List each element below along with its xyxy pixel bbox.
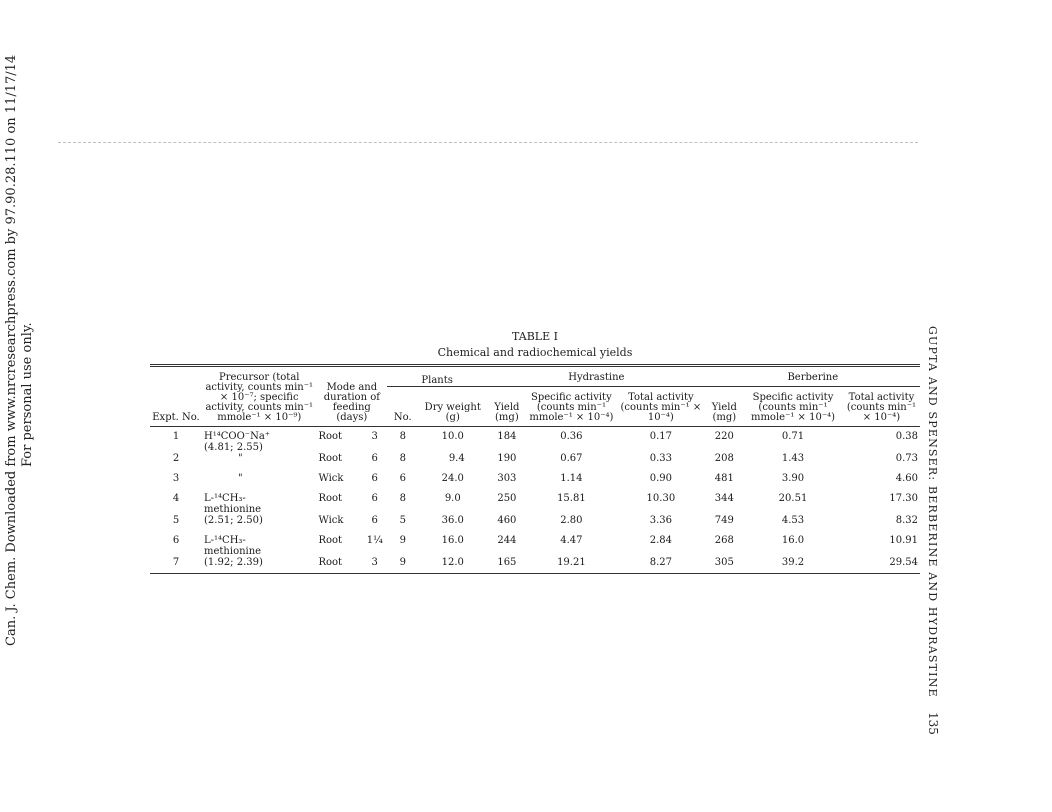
cell-expt: 2	[172, 453, 180, 464]
cell-days: 3	[371, 557, 378, 568]
cell-hydrastine-specific: 0.67	[560, 453, 583, 464]
cell-hydrastine-total: 3.36	[649, 515, 672, 526]
header-berberine-specific: Specific activity (counts min⁻¹ mmole⁻¹ × 10⁻⁴)	[743, 387, 843, 427]
cell-days: 6	[371, 493, 378, 504]
header-hydrastine: Hydrastine	[487, 366, 706, 387]
cell-dry-weight: 24.0	[441, 473, 464, 484]
header-hydrastine-total: Total activity (counts min⁻¹ × 10⁻⁴)	[616, 387, 705, 427]
header-mode: Mode and duration of feeding (days)	[316, 366, 387, 427]
cell-hydrastine-total: 8.27	[649, 557, 672, 568]
cell-mode: Root	[318, 453, 343, 464]
cell-berberine-specific: 16.0	[781, 535, 805, 546]
cell-berberine-yield: 305	[714, 557, 734, 568]
page-top-rule	[58, 142, 918, 143]
cell-berberine-yield: 268	[714, 535, 734, 546]
cell-expt: 3	[172, 473, 180, 484]
cell-berberine-yield: 344	[714, 493, 734, 504]
cell-plant-count: 8	[399, 493, 406, 504]
cell-berberine-yield: 749	[714, 515, 734, 526]
cell-precursor-sub: (4.81; 2.55)	[204, 442, 263, 453]
cell-mode: Root	[318, 535, 343, 546]
cell-hydrastine-specific: 15.81	[557, 493, 586, 504]
cell-hydrastine-yield: 250	[497, 493, 517, 504]
cell-berberine-total: 8.32	[895, 515, 918, 526]
cell-hydrastine-total: 10.30	[646, 493, 676, 504]
header-berberine-yield: Yield (mg)	[706, 387, 743, 427]
table-row-continuation	[150, 547, 920, 558]
cell-hydrastine-total: 0.90	[649, 473, 672, 484]
table-row	[150, 485, 920, 505]
cell-precursor: H¹⁴COO⁻Na⁺	[204, 431, 271, 442]
cell-days: 6	[371, 473, 378, 484]
cell-berberine-specific: 0.71	[781, 431, 805, 442]
download-note-line-2: For personal use only.	[20, 322, 35, 467]
cell-days: 6	[371, 453, 378, 464]
cell-expt: 5	[172, 515, 180, 526]
cell-berberine-total: 4.60	[895, 473, 918, 484]
running-head: GUPTA AND SPENSER: BERBERINE AND HYDRASTINE	[926, 326, 939, 698]
table-row	[150, 427, 920, 444]
cell-mode: Root	[318, 431, 343, 442]
cell-berberine-total: 17.30	[889, 493, 918, 504]
cell-days: 1¼	[366, 535, 383, 546]
header-berberine-total: Total activity (counts min⁻¹ × 10⁻⁴)	[843, 387, 920, 427]
cell-berberine-specific: 3.90	[781, 473, 805, 484]
cell-hydrastine-total: 2.84	[649, 535, 672, 546]
cell-berberine-yield: 481	[714, 473, 734, 484]
table-row	[150, 454, 920, 465]
cell-days: 3	[371, 431, 378, 442]
cell-expt: 6	[172, 535, 180, 546]
header-precursor: Precursor (total activity, counts min⁻¹ × 10⁻⁷; specific activity, counts min⁻¹ mmole⁻¹ × 10⁻⁹)	[202, 366, 316, 427]
cell-mode: Wick	[318, 473, 344, 484]
cell-dry-weight: 12.0	[441, 557, 464, 568]
header-plants: Plants	[387, 366, 487, 387]
cell-dry-weight: 9.4	[448, 453, 465, 464]
cell-hydrastine-yield: 190	[497, 453, 517, 464]
cell-days: 6	[371, 515, 378, 526]
cell-plant-count: 9	[399, 557, 406, 568]
cell-precursor: "	[237, 453, 243, 464]
header-hydrastine-yield: Yield (mg)	[487, 387, 527, 427]
cell-dry-weight: 16.0	[441, 535, 464, 546]
table-row-continuation	[150, 443, 920, 454]
table-row	[150, 516, 920, 527]
cell-hydrastine-total: 0.33	[649, 453, 672, 464]
cell-plant-count: 9	[399, 535, 406, 546]
cell-hydrastine-specific: 4.47	[560, 535, 583, 546]
cell-expt: 7	[172, 557, 180, 568]
cell-hydrastine-yield: 184	[497, 431, 517, 442]
cell-plant-count: 5	[399, 515, 406, 526]
cell-plant-count: 8	[399, 453, 406, 464]
cell-expt: 4	[172, 493, 180, 504]
cell-precursor: (2.51; 2.50)	[204, 515, 263, 526]
table-row	[150, 558, 920, 574]
cell-mode: Wick	[318, 515, 344, 526]
table-row	[150, 465, 920, 485]
cell-hydrastine-yield: 244	[497, 535, 517, 546]
cell-expt: 1	[172, 431, 180, 442]
header-hydrastine-specific: Specific activity (counts min⁻¹ mmole⁻¹ × 10⁻⁴)	[527, 387, 616, 427]
cell-precursor-sub: methionine	[204, 504, 262, 515]
cell-berberine-specific: 4.53	[781, 515, 805, 526]
table-row-continuation	[150, 505, 920, 516]
cell-precursor: (1.92; 2.39)	[204, 557, 263, 568]
cell-berberine-total: 0.38	[895, 431, 918, 442]
cell-berberine-specific: 39.2	[781, 557, 805, 568]
cell-berberine-yield: 220	[714, 431, 734, 442]
cell-precursor: "	[237, 473, 243, 484]
cell-berberine-specific: 1.43	[781, 453, 805, 464]
cell-precursor: L-¹⁴CH₃-	[204, 493, 246, 504]
cell-precursor-sub: methionine	[204, 546, 262, 557]
header-expt: Expt. No.	[150, 366, 202, 427]
cell-dry-weight: 36.0	[441, 515, 464, 526]
header-berberine: Berberine	[706, 366, 920, 387]
table-label: TABLE I	[512, 330, 558, 343]
yields-table	[150, 364, 920, 574]
cell-hydrastine-specific: 19.21	[557, 557, 586, 568]
cell-berberine-total: 0.73	[895, 453, 918, 464]
cell-dry-weight: 9.0	[444, 493, 461, 504]
table-caption: Chemical and radiochemical yields	[437, 346, 633, 359]
table-row	[150, 527, 920, 547]
download-note-line-1: Can. J. Chem. Downloaded from www.nrcresearchpress.com by 97.90.28.110 on 11/17/14	[4, 54, 19, 646]
cell-hydrastine-specific: 2.80	[560, 515, 583, 526]
cell-berberine-total: 10.91	[889, 535, 918, 546]
cell-berberine-total: 29.54	[889, 557, 918, 568]
page-number: 135	[926, 712, 940, 735]
cell-precursor: L-¹⁴CH₃-	[204, 535, 246, 546]
cell-hydrastine-specific: 1.14	[560, 473, 583, 484]
cell-hydrastine-yield: 165	[497, 557, 517, 568]
cell-plant-count: 6	[399, 473, 406, 484]
cell-hydrastine-yield: 460	[497, 515, 517, 526]
cell-dry-weight: 10.0	[441, 431, 464, 442]
cell-hydrastine-specific: 0.36	[560, 431, 583, 442]
cell-berberine-specific: 20.51	[778, 493, 808, 504]
cell-hydrastine-total: 0.17	[649, 431, 672, 442]
cell-berberine-yield: 208	[714, 453, 734, 464]
cell-mode: Root	[318, 493, 343, 504]
cell-hydrastine-yield: 303	[497, 473, 517, 484]
header-dry-weight: Dry weight (g)	[418, 387, 487, 427]
cell-mode: Root	[318, 557, 343, 568]
cell-plant-count: 8	[399, 431, 406, 442]
header-plants-no: No.	[387, 387, 418, 427]
